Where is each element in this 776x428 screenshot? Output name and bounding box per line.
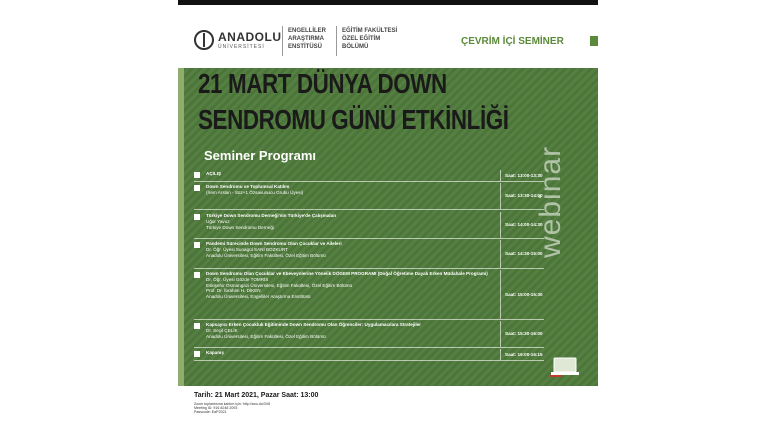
time-divider — [500, 270, 501, 319]
program-item-title: AÇILIŞ — [206, 171, 222, 176]
time-divider — [500, 240, 501, 268]
bullet-square — [194, 242, 200, 248]
webinar-side-text: webinar — [534, 145, 567, 258]
tag-square — [590, 36, 598, 46]
laptop-icon — [550, 356, 580, 378]
program-item-title: Down Sendromu ve Toplumsal Katılım — [206, 184, 290, 189]
time-divider — [500, 212, 501, 238]
bullet-square — [194, 351, 200, 357]
program-item-time: Saat: 15:30-16:00 — [505, 331, 543, 336]
faculty-name: EĞİTİM FAKÜLTESİ ÖZEL EĞİTİM BÖLÜMÜ — [342, 28, 398, 50]
program-item-speaker: Anadolu Üniversitesi, Eğitim Fakültesi, Özel Eğitim Bölümü — [206, 252, 326, 258]
program-item-speaker: Dr. Seçil ÇELİK — [206, 328, 238, 333]
program-item-time: Saat: 13:30-14:00 — [505, 193, 543, 198]
bullet-square — [194, 172, 200, 178]
program-item-speaker: Anadolu Üniversitesi, Engelliler Araştırma Enstitüsü — [206, 293, 311, 299]
passcode: Passcode: EaP2021 — [194, 410, 227, 414]
event-date: Tarih: 21 Mart 2021, Pazar Saat: 13:00 — [194, 392, 319, 399]
panel-strip — [178, 68, 184, 386]
program-item — [194, 183, 544, 210]
program-item — [194, 212, 544, 239]
program-item-title: Pandemi Sürecinde Down Sendromu Olan Çocuklar ve Aileleri — [206, 241, 342, 246]
program-item — [194, 349, 544, 361]
program-item-title: Kapanış — [206, 350, 224, 355]
seminar-poster — [178, 0, 598, 428]
header-divider — [282, 26, 283, 56]
program-item — [194, 240, 544, 269]
zoom-link[interactable]: Zoom toplantısına katılım için: http://anu.do/3V8 — [194, 402, 271, 406]
program-item-time: Saat: 14:00-14:30 — [505, 222, 543, 227]
event-title-line-1: 21 MART DÜNYA DOWN — [198, 68, 447, 99]
program-item — [194, 270, 544, 320]
time-divider — [500, 349, 501, 360]
university-name: ANADOLU — [218, 30, 282, 44]
program-item-title: Türkiye Down Sendromu Derneği'nin Türkiye'de Çalışmaları — [206, 213, 337, 218]
bullet-square — [194, 272, 200, 278]
bullet-square — [194, 323, 200, 329]
online-seminar-tag: ÇEVRİM İÇİ SEMİNER — [461, 36, 564, 47]
bullet-square — [194, 214, 200, 220]
program-item-time: Saat: 13:00-13:30 — [505, 172, 543, 178]
program-item-speaker: Türkiye Down Sendromu Derneği — [206, 224, 274, 230]
program-item-speaker: Uğur Yavuz — [206, 219, 230, 224]
program-item — [194, 321, 544, 348]
program-item-speaker: Prof. Dr. İbrahim H. DİKEN — [206, 288, 261, 293]
program-subtitle: Seminer Programı — [204, 148, 316, 163]
program-item-speaker: Dr. Öğr. Üyesi Gözde TOMRİS — [206, 277, 269, 282]
time-divider — [500, 183, 501, 209]
program-item-speaker: (İrem Arslan - Süz+1 Özsavunucu Grubu Üyesi) — [206, 190, 304, 195]
program-item-title: Down Sendromu Olan Çocuklar ve Ebeveynlerine Yönelik DÖGEM PROGRAMI (Doğal Öğretime Dayalı Erken Müdahale Programı) — [206, 271, 488, 276]
time-divider — [500, 321, 501, 347]
header-divider — [336, 26, 337, 56]
program-item-speaker: Dr. Öğr. Üyesi Sunagül SANİ BOZKURT — [206, 247, 288, 252]
program-item-speaker: Eskişehir Osmangazi Üniversitesi, Eğitim Fakültesi, Özel Eğitim Bölümü — [206, 282, 353, 288]
anadolu-logo-icon — [194, 30, 214, 50]
program-item-speaker: Anadolu Üniversitesi, Eğitim Fakültesi, Özel Eğitim Bölümü — [206, 333, 326, 339]
bullet-square — [194, 185, 200, 191]
event-title-line-2: SENDROMU GÜNÜ ETKİNLİĞİ — [198, 104, 509, 135]
program-item-time: Saat: 15:00-15:30 — [505, 291, 543, 297]
time-divider — [500, 170, 501, 181]
meeting-id: Meeting ID: 916 8248 2093 — [194, 406, 238, 410]
university-sub: ÜNİVERSİTESİ — [218, 44, 265, 50]
program-item-time: Saat: 14:30-15:00 — [505, 251, 543, 256]
program-item-time: Saat: 16:00-16:15 — [505, 351, 543, 357]
program-item — [194, 170, 544, 182]
institute-name: ENGELLİLER ARAŞTIRMA ENSTİTÜSÜ — [288, 28, 327, 50]
program-item-title: Kapsayıcı Erken Çocukluk Eğitiminde Down Sendromu Olan Öğrenciler: Uygulamacılara Stratejiler — [206, 322, 421, 327]
